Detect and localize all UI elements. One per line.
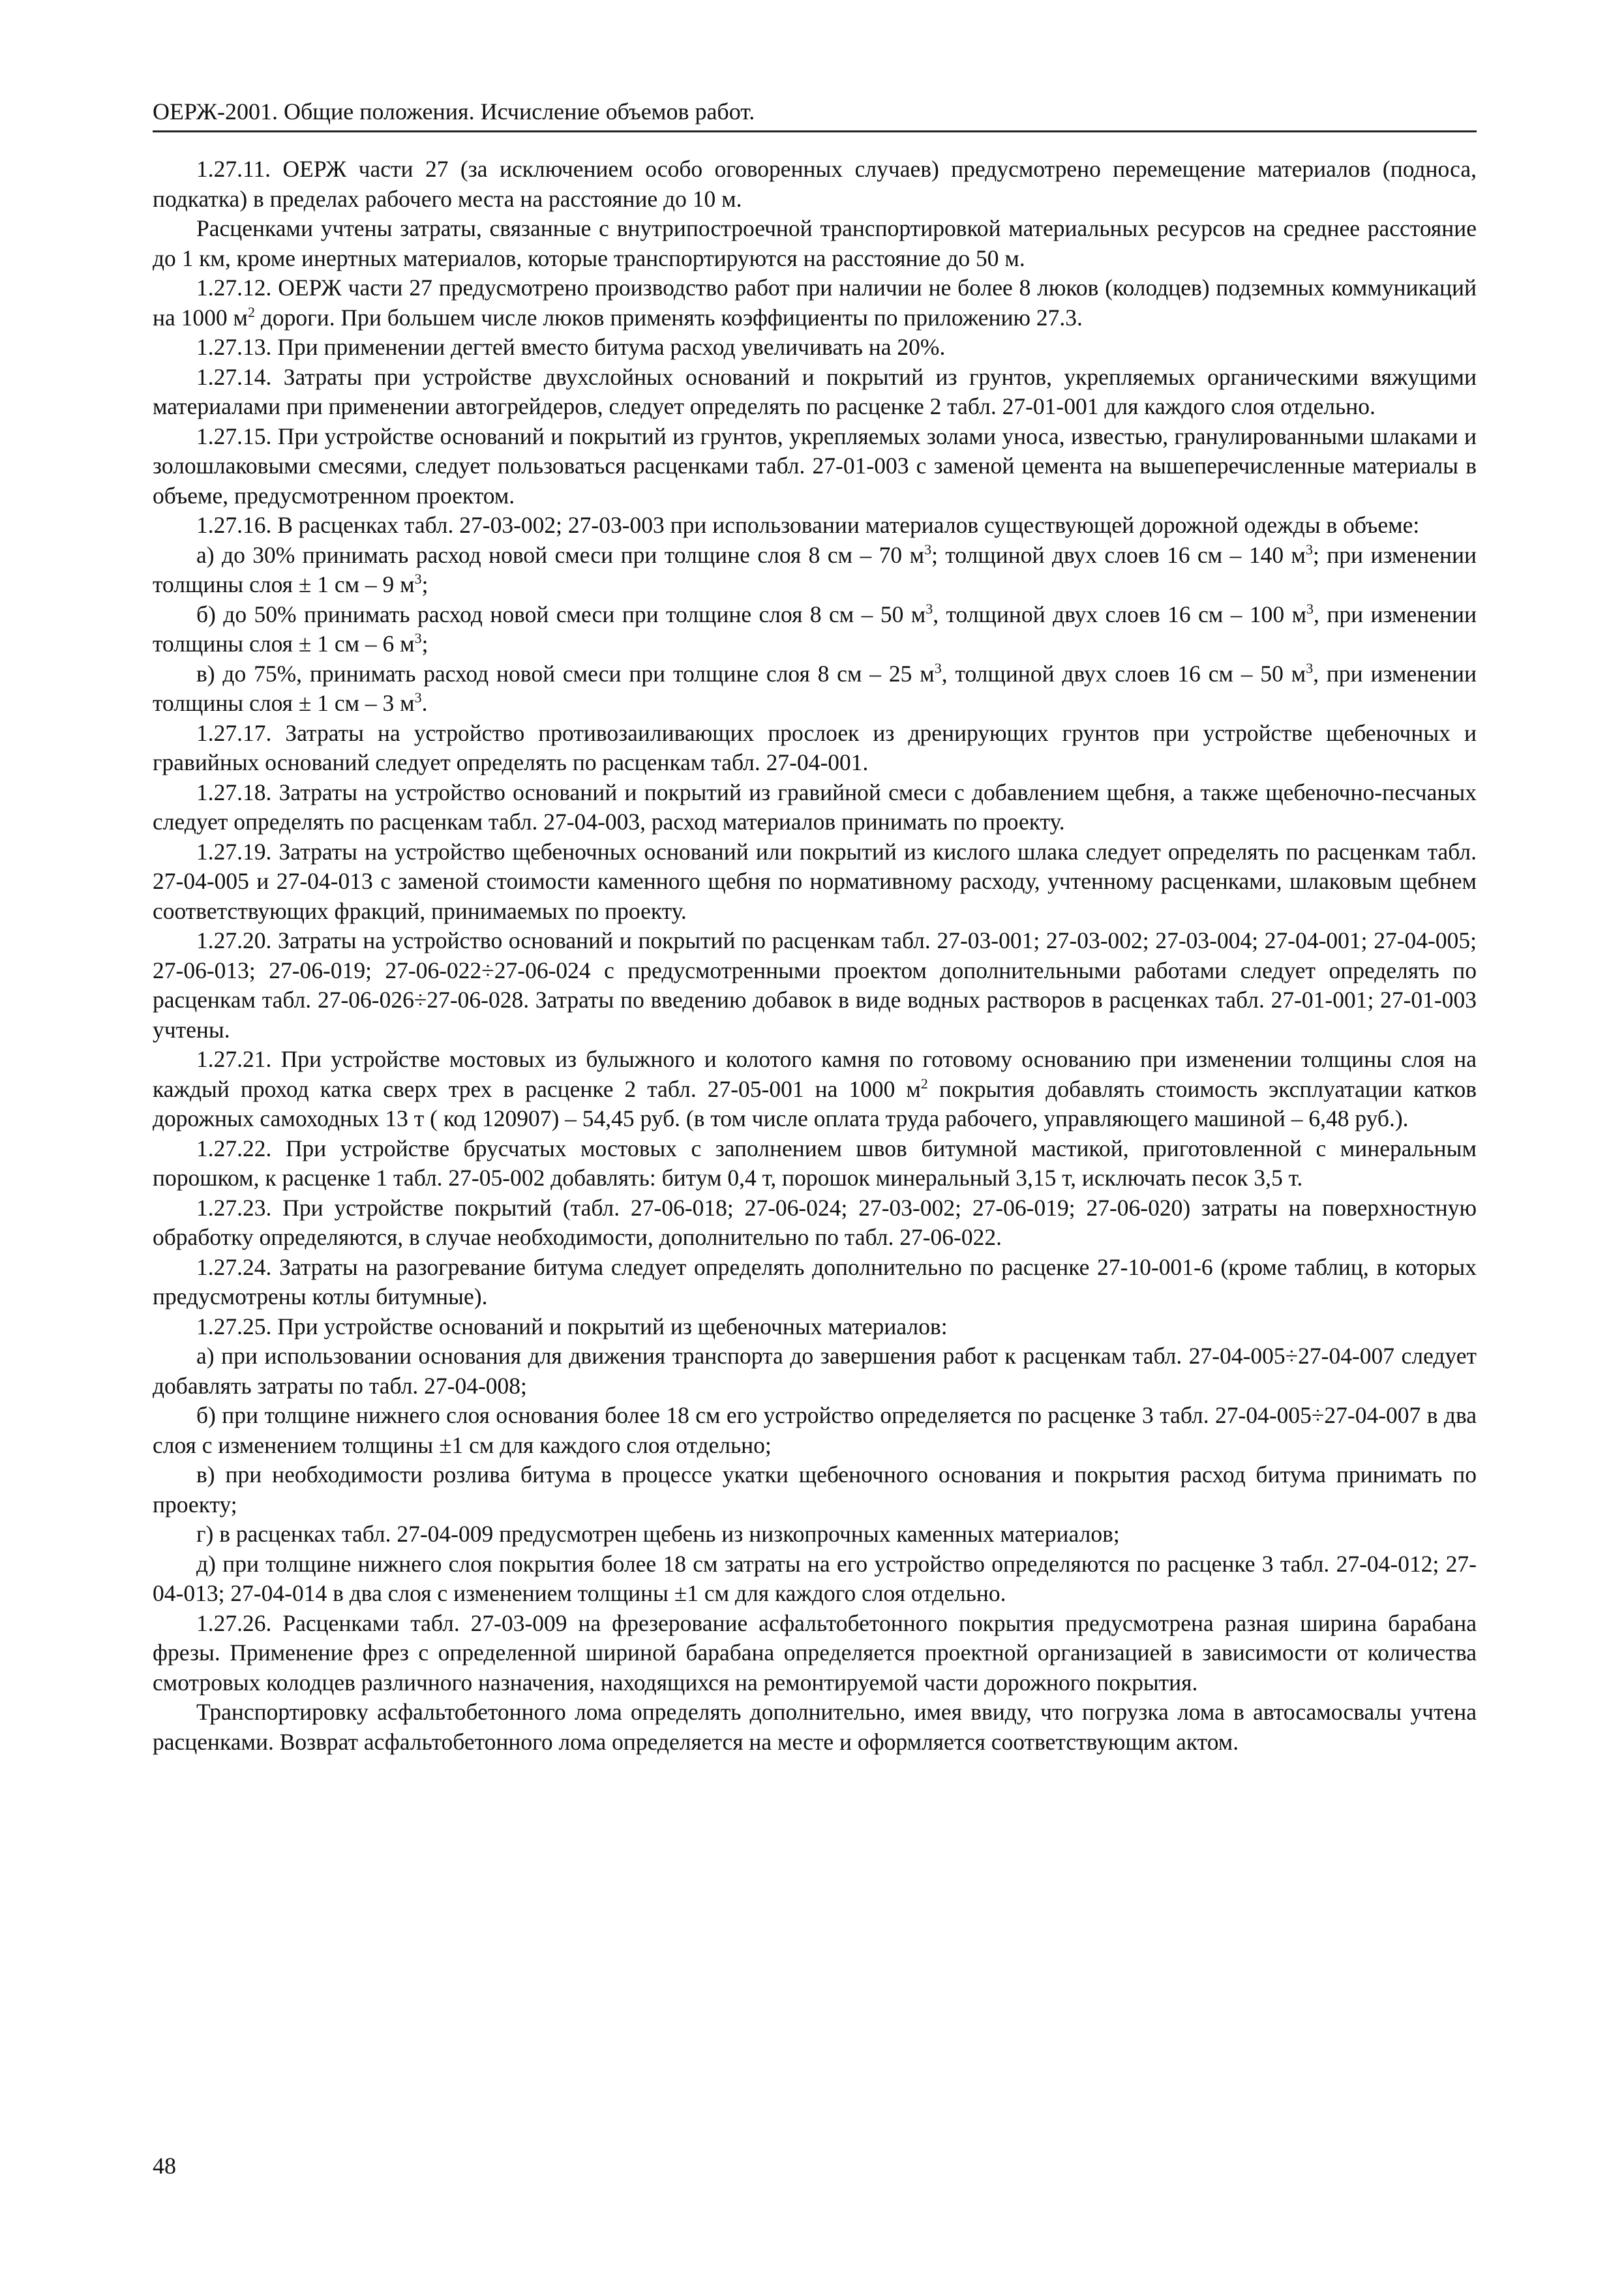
paragraph: д) при толщине нижнего слоя покрытия более 18 см затраты на его устройство определяются по расценке 3 табл. 27-04-012; 27-04-013; 27-04-014 в два слоя с изменением толщины ±1 см для каждого слоя отдельно. <box>153 1550 1477 1606</box>
paragraph: а) при использовании основания для движения транспорта до завершения работ к расценкам табл. 27-04-005÷27-04-007 следует добавлять затраты по табл. 27-04-008; <box>153 1343 1477 1399</box>
paragraph: 1.27.18. Затраты на устройство оснований и покрытий из гравийной смеси с добавлением щебня, а также щебеночно-песчаных следует определять по расценкам табл. 27-04-003, расход материалов принимать по проекту. <box>153 779 1477 835</box>
paragraph <box>153 273 1477 333</box>
page-number: 48 <box>153 2153 176 2179</box>
paragraph-text: ; <box>421 631 429 657</box>
paragraph: 1.27.17. Затраты на устройство противозаиливающих прослоек из дренирующих грунтов при устройстве щебеночных и гравийных оснований следует определять по расценкам табл. 27-04-001. <box>153 719 1477 775</box>
paragraph: г) в расценках табл. 27-04-009 предусмотрен щебень из низкопрочных каменных материалов; <box>196 1521 1120 1547</box>
superscript: 3 <box>414 571 422 588</box>
paragraph: 1.27.24. Затраты на разогревание битума следует определять дополнительно по расценке 27-10-001-6 (кроме таблиц, в которых предусмотрены котлы битумные). <box>153 1253 1477 1309</box>
superscript: 3 <box>925 600 933 617</box>
paragraph <box>153 659 1477 719</box>
paragraph-text: , при изменении толщины слоя ± 1 см – 6 м <box>153 601 1477 657</box>
paragraph-text: , толщиной двух слоев 16 см – 50 м <box>941 660 1306 687</box>
paragraph: 1.27.15. При устройстве оснований и покрытий из грунтов, укрепляемых золами уноса, известью, гранулированными шлаками и золошлаковыми смесями, следует пользоваться расценками табл. 27-01-003 с заменой цемента на вышеперечисленные материалы в объеме, предусмотренном проектом. <box>153 423 1477 509</box>
paragraph: 1.27.20. Затраты на устройство оснований и покрытий по расценкам табл. 27-03-001; 27-03-002; 27-03-004; 27-04-001; 27-04-005; 27-06-013; 27-06-019; 27-06-022÷27-06-024 с предусмотренными проектом дополнительными работами следует определять по расценкам табл. 27-06-026÷27-06-028. Затраты по введению добавок в виде водных растворов в расценках табл. 27-01-001; 27-01-003 учтены. <box>153 927 1477 1043</box>
paragraph-text: в) до 75%, принимать расход новой смеси при толщине слоя 8 см – 25 м <box>196 660 935 687</box>
paragraph-text: , толщиной двух слоев 16 см – 100 м <box>933 601 1307 627</box>
paragraph: Транспортировку асфальтобетонного лома определять дополнительно, имея ввиду, что погрузка лома в автосамосвалы учтена расценками. Возврат асфальтобетонного лома определяется на месте и оформляется соответствующим актом. <box>153 1699 1477 1755</box>
paragraph: 1.27.23. При устройстве покрытий (табл. 27-06-018; 27-06-024; 27-03-002; 27-06-019; 27-06-020) затраты на поверхностную обработку определяются, в случае необходимости, дополнительно по табл. 27-06-022. <box>153 1194 1477 1250</box>
document-body <box>153 155 1477 1757</box>
paragraph-text: ; толщиной двух слоев 16 см – 140 м <box>931 541 1306 568</box>
superscript: 3 <box>1306 600 1314 617</box>
paragraph: 1.27.25. При устройстве оснований и покрытий из щебеночных материалов: <box>196 1313 948 1339</box>
superscript: 3 <box>1306 541 1314 558</box>
paragraph-text: . <box>421 690 428 716</box>
paragraph <box>153 1045 1477 1134</box>
paragraph-text: 1.27.12. ОЕРЖ части 27 предусмотрено производство работ при наличии не более 8 люков (колодцев) подземных коммуникаций на 1000 м <box>153 275 1477 331</box>
superscript: 3 <box>1306 659 1314 676</box>
paragraph: 1.27.26. Расценками табл. 27-03-009 на фрезерование асфальтобетонного покрытия предусмотрена разная ширина барабана фрезы. Применение фрез с определенной шириной барабана определяется проектной организацией в зависимости от количества смотровых колодцев различного назначения, находящихся на ремонтируемой части дорожного покрытия. <box>153 1609 1477 1696</box>
paragraph: 1.27.11. ОЕРЖ части 27 (за исключением особо оговоренных случаев) предусмотрено перемещение материалов (подноса, подкатка) в пределах рабочего места на расстояние до 10 м. <box>153 156 1477 212</box>
paragraph <box>153 541 1477 600</box>
paragraph-text: покрытия добавлять стоимость эксплуатации катков дорожных самоходных 13 т ( код 120907) – 54,45 руб. (в том числе оплата труда рабочего, управляющего машиной – 6,48 руб.). <box>153 1075 1477 1131</box>
paragraph-text: дороги. При большем числе люков применять коэффициенты по приложению 27.3. <box>254 304 1083 331</box>
paragraph-text: б) до 50% принимать расход новой смеси при толщине слоя 8 см – 50 м <box>196 601 926 627</box>
paragraph: б) при толщине нижнего слоя основания более 18 см его устройство определяется по расценке 3 табл. 27-04-005÷27-04-007 в два слоя с изменением толщины ±1 см для каждого слоя отдельно; <box>153 1402 1477 1458</box>
paragraph: в) при необходимости розлива битума в процессе укатки щебеночного основания и покрытия расход битума принимать по проекту; <box>153 1461 1477 1518</box>
paragraph: 1.27.19. Затраты на устройство щебеночных оснований или покрытий из кислого шлака следует определять по расценкам табл. 27-04-005 и 27-04-013 с заменой стоимости каменного щебня по нормативному расходу, учтенному расценками, шлаковым щебнем соответствующих фракций, принимаемых по проекту. <box>153 838 1477 924</box>
paragraph-text: ; <box>421 571 429 597</box>
superscript: 2 <box>920 1075 928 1092</box>
superscript: 3 <box>924 541 932 558</box>
paragraph <box>153 600 1477 659</box>
paragraph: 1.27.13. При применении дегтей вместо битума расход увеличивать на 20%. <box>196 334 946 360</box>
paragraph: Расценками учтены затраты, связанные с внутрипостроечной транспортировкой материальных ресурсов на среднее расстояние до 1 км, кроме инертных материалов, которые транспортируются на расстояние до 50 м. <box>153 215 1477 271</box>
paragraph-text: а) до 30% принимать расход новой смеси при толщине слоя 8 см – 70 м <box>196 541 925 568</box>
superscript: 3 <box>934 659 942 676</box>
paragraph: 1.27.16. В расценках табл. 27-03-002; 27-03-003 при использовании материалов существующей дорожной одежды в объеме: <box>196 512 1420 538</box>
paragraph: 1.27.14. Затраты при устройстве двухслойных оснований и покрытий из грунтов, укрепляемых органическими вяжущими материалами при применении автогрейдеров, следует определять по расценке 2 табл. 27-01-001 для каждого слоя отдельно. <box>153 363 1477 419</box>
superscript: 3 <box>414 689 422 706</box>
paragraph-text: ; при изменении толщины слоя ± 1 см – 9 м <box>153 541 1477 597</box>
paragraph-text: 1.27.21. При устройстве мостовых из булыжного и колотого камня по готовому основанию при изменении толщины слоя на каждый проход катка сверх трех в расценке 2 табл. 27-05-001 на 1000 м <box>153 1046 1477 1102</box>
superscript: 3 <box>414 630 422 647</box>
paragraph-text: , при изменении толщины слоя ± 1 см – 3 м <box>153 660 1477 716</box>
running-header: ОЕРЖ-2001. Общие положения. Исчисление объемов работ. <box>153 97 1477 132</box>
paragraph: 1.27.22. При устройстве брусчатых мостовых с заполнением швов битумной мастикой, приготовленной с минеральным порошком, к расценке 1 табл. 27-05-002 добавлять: битум 0,4 т, порошок минеральный 3,15 т, исключать песок 3,5 т. <box>153 1135 1477 1191</box>
superscript: 2 <box>247 303 255 320</box>
